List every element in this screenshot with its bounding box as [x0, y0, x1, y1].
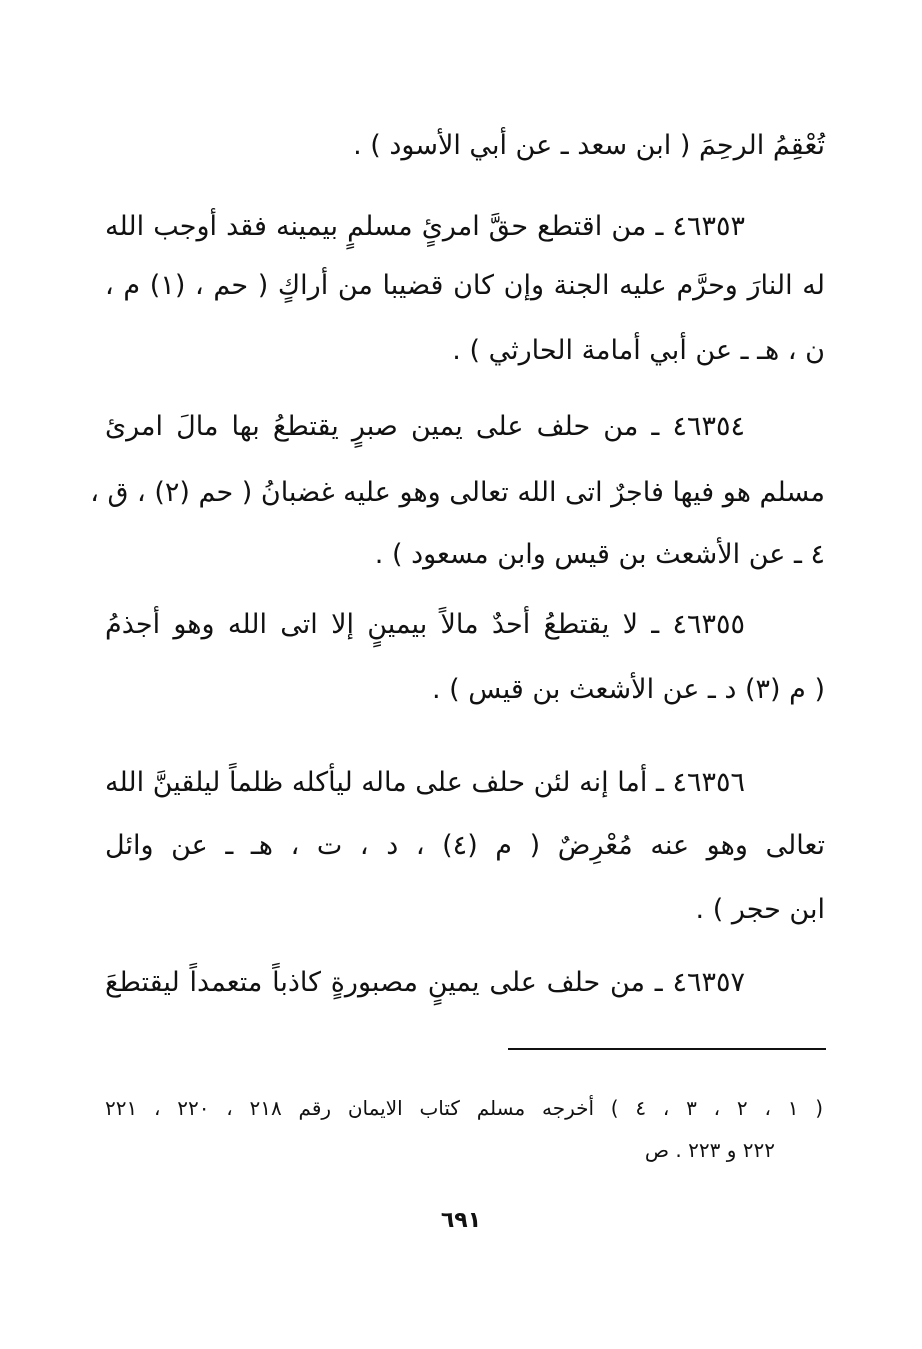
hadith-46354-line-2: مسلم هو فيها فاجرٌ اتى الله تعالى وهو عليه غضبانُ ( حم (٢) ، ق ، — [90, 477, 825, 508]
hadith-46356-line-3: ابن حجر ) . — [695, 894, 825, 925]
hadith-46354-line-3: ٤ ـ عن الأشعث بن قيس وابن مسعود ) . — [374, 539, 825, 570]
hadith-46354-line-1: ٤٦٣٥٤ ـ من حلف على يمين صبرٍ يقتطعُ بها مالَ امرئ — [105, 411, 745, 442]
text-line-1: تُعْقِمُ الرحِمَ ( ابن سعد ـ عن أبي الأسود ) . — [353, 130, 825, 161]
hadith-46355-line-1: ٤٦٣٥٥ ـ لا يقتطعُ أحدٌ مالاً بيمينٍ إلا اتى الله وهو أجذمُ — [105, 609, 745, 640]
page-number: ٦٩١ — [440, 1208, 482, 1233]
hadith-46353-line-3: ن ، هـ ـ عن أبي أمامة الحارثي ) . — [452, 335, 825, 366]
hadith-46356-line-1: ٤٦٣٥٦ ـ أما إنه لئن حلف على ماله ليأكله ظلماً ليلقينَّ الله — [105, 767, 745, 798]
footnote-line-1: ( ١ ، ٢ ، ٣ ، ٤ ) أخرجه مسلم كتاب الايمان رقم ٢١٨ ، ٢٢٠ ، ٢٢١ — [105, 1096, 824, 1120]
hadith-46356-line-2: تعالى وهو عنه مُعْرِضٌ ( م (٤) ، د ، ت ، هـ ـ عن وائل — [105, 830, 826, 861]
hadith-46353-line-2: له النارَ وحرَّم عليه الجنة وإن كان قضيبا من أراكٍ ( حم ، (١) م ، — [105, 270, 825, 301]
hadith-46357-line-1: ٤٦٣٥٧ ـ من حلف على يمينٍ مصبورةٍ كاذباً متعمداً ليقتطعَ — [105, 967, 745, 998]
hadith-46353-line-1: ٤٦٣٥٣ ـ من اقتطع حقَّ امرئٍ مسلمٍ بيمينه فقد أوجب الله — [105, 211, 745, 242]
footnote-separator — [508, 1048, 826, 1050]
footnote-line-2: ٢٢٢ و ٢٢٣ . ص — [644, 1138, 775, 1162]
hadith-46355-line-2: ( م (٣) د ـ عن الأشعث بن قيس ) . — [432, 674, 825, 705]
